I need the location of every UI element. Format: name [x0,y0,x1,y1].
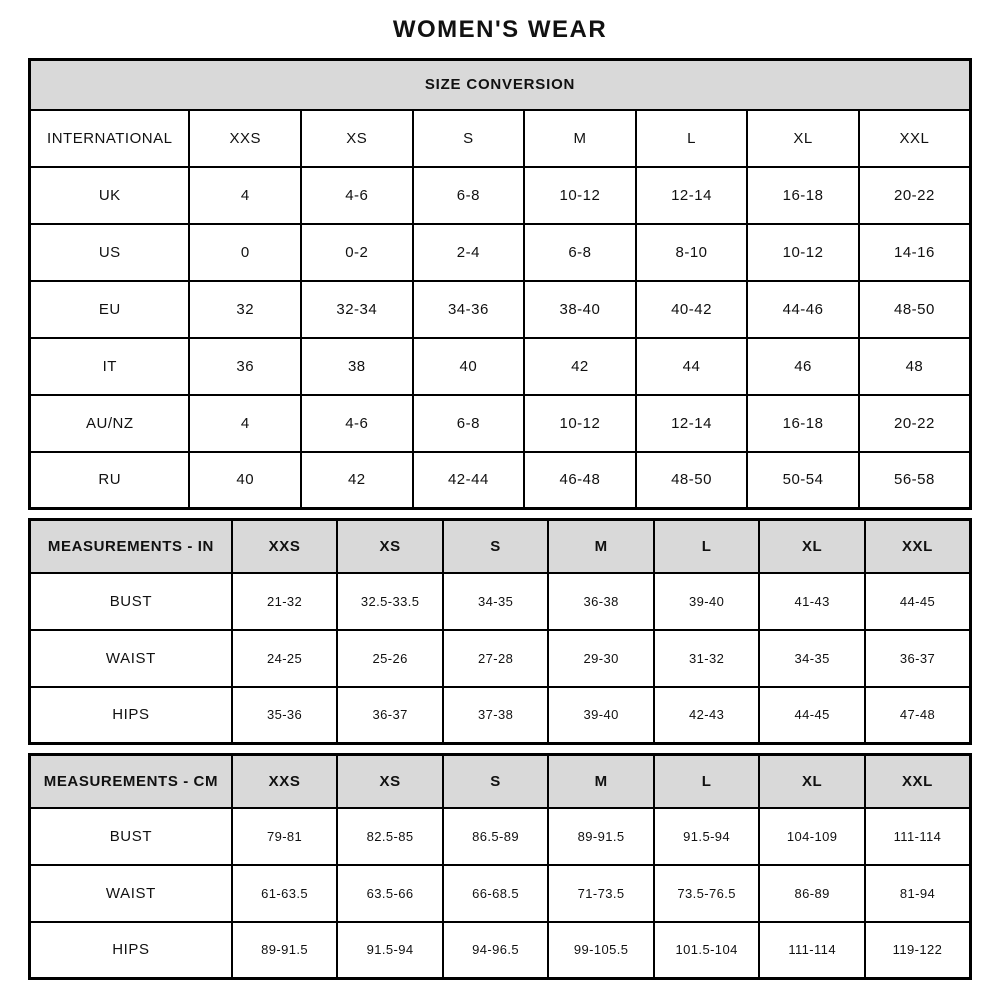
value-cell: 39-40 [654,573,760,630]
value-cell: 10-12 [747,224,859,281]
value-cell: 111-114 [759,922,865,979]
value-cell: 12-14 [636,395,748,452]
value-cell: 94-96.5 [443,922,549,979]
value-cell: 21-32 [232,573,338,630]
value-cell: 10-12 [524,395,636,452]
value-cell: 35-36 [232,687,338,744]
value-cell: 99-105.5 [548,922,654,979]
value-cell: 36-37 [865,630,971,687]
table-row [30,922,971,979]
row-label: EU [30,281,190,338]
row-label: BUST [30,808,232,865]
row-label: HIPS [30,922,232,979]
column-header-size: XL [759,520,865,573]
value-cell: 31-32 [654,630,760,687]
table-title-cell: SIZE CONVERSION [30,60,971,110]
value-cell: 32-34 [301,281,413,338]
value-cell: 46 [747,338,859,395]
column-header-label: INTERNATIONAL [30,110,190,167]
value-cell: 6-8 [413,167,525,224]
value-cell: 34-35 [759,630,865,687]
value-cell: 61-63.5 [232,865,338,922]
value-cell: 38 [301,338,413,395]
value-cell: 34-35 [443,573,549,630]
value-cell: 81-94 [865,865,971,922]
column-header-size: L [636,110,748,167]
table-row [30,808,971,865]
table-row [30,687,971,744]
value-cell: 4 [189,167,301,224]
value-cell: 56-58 [859,452,971,509]
value-cell: 4-6 [301,167,413,224]
value-cell: 36-37 [337,687,443,744]
table-row [30,573,971,630]
value-cell: 6-8 [413,395,525,452]
value-cell: 48-50 [859,281,971,338]
value-cell: 37-38 [443,687,549,744]
value-cell: 0-2 [301,224,413,281]
value-cell: 12-14 [636,167,748,224]
value-cell: 50-54 [747,452,859,509]
row-label: UK [30,167,190,224]
value-cell: 20-22 [859,395,971,452]
value-cell: 48 [859,338,971,395]
value-cell: 89-91.5 [548,808,654,865]
value-cell: 89-91.5 [232,922,338,979]
value-cell: 4-6 [301,395,413,452]
value-cell: 48-50 [636,452,748,509]
value-cell: 47-48 [865,687,971,744]
value-cell: 14-16 [859,224,971,281]
row-label: US [30,224,190,281]
value-cell: 44-45 [865,573,971,630]
value-cell: 46-48 [524,452,636,509]
value-cell: 16-18 [747,167,859,224]
value-cell: 44-45 [759,687,865,744]
table-row [30,395,971,452]
value-cell: 38-40 [524,281,636,338]
row-label: WAIST [30,630,232,687]
value-cell: 10-12 [524,167,636,224]
table-row [30,865,971,922]
row-label: HIPS [30,687,232,744]
value-cell: 39-40 [548,687,654,744]
row-label: BUST [30,573,232,630]
value-cell: 20-22 [859,167,971,224]
value-cell: 86.5-89 [443,808,549,865]
value-cell: 73.5-76.5 [654,865,760,922]
value-cell: 40 [413,338,525,395]
table-row [30,224,971,281]
value-cell: 34-36 [413,281,525,338]
row-label: AU/NZ [30,395,190,452]
value-cell: 42-43 [654,687,760,744]
column-header-size: M [548,520,654,573]
table-row [30,167,971,224]
row-label: IT [30,338,190,395]
value-cell: 36-38 [548,573,654,630]
value-cell: 119-122 [865,922,971,979]
column-header-size: XXS [189,110,301,167]
value-cell: 4 [189,395,301,452]
value-cell: 42 [301,452,413,509]
table-row [30,630,971,687]
column-header-size: S [443,755,549,808]
table-row [30,281,971,338]
value-cell: 27-28 [443,630,549,687]
value-cell: 101.5-104 [654,922,760,979]
column-header-size: L [654,520,760,573]
value-cell: 40 [189,452,301,509]
column-header-size: M [548,755,654,808]
value-cell: 2-4 [413,224,525,281]
page-title: WOMEN'S WEAR [392,16,608,43]
column-header-label: MEASUREMENTS - IN [30,520,232,573]
value-cell: 91.5-94 [337,922,443,979]
value-cell: 42 [524,338,636,395]
column-header-size: XXL [865,755,971,808]
column-header-size: M [524,110,636,167]
table-row [30,338,971,395]
value-cell: 82.5-85 [337,808,443,865]
column-header-size: XXS [232,520,338,573]
value-cell: 86-89 [759,865,865,922]
value-cell: 44 [636,338,748,395]
value-cell: 36 [189,338,301,395]
column-header-size: S [443,520,549,573]
value-cell: 40-42 [636,281,748,338]
value-cell: 111-114 [865,808,971,865]
value-cell: 79-81 [232,808,338,865]
measurements-cm-table [28,753,972,980]
value-cell: 44-46 [747,281,859,338]
size-conversion-table [28,58,972,510]
value-cell: 63.5-66 [337,865,443,922]
column-header-size: L [654,755,760,808]
column-header-size: XL [747,110,859,167]
value-cell: 25-26 [337,630,443,687]
column-header-size: XS [337,520,443,573]
column-header-size: XS [301,110,413,167]
column-header-size: XS [337,755,443,808]
column-header-size: XL [759,755,865,808]
value-cell: 32.5-33.5 [337,573,443,630]
value-cell: 42-44 [413,452,525,509]
value-cell: 41-43 [759,573,865,630]
column-header-size: S [413,110,525,167]
column-header-size: XXL [865,520,971,573]
row-label: WAIST [30,865,232,922]
row-label: RU [30,452,190,509]
value-cell: 16-18 [747,395,859,452]
value-cell: 0 [189,224,301,281]
value-cell: 6-8 [524,224,636,281]
value-cell: 66-68.5 [443,865,549,922]
value-cell: 24-25 [232,630,338,687]
table-row [30,452,971,509]
value-cell: 32 [189,281,301,338]
measurements-in-table [28,518,972,745]
column-header-label: MEASUREMENTS - CM [30,755,232,808]
value-cell: 29-30 [548,630,654,687]
column-header-size: XXS [232,755,338,808]
value-cell: 104-109 [759,808,865,865]
value-cell: 71-73.5 [548,865,654,922]
column-header-size: XXL [859,110,971,167]
value-cell: 91.5-94 [654,808,760,865]
value-cell: 8-10 [636,224,748,281]
